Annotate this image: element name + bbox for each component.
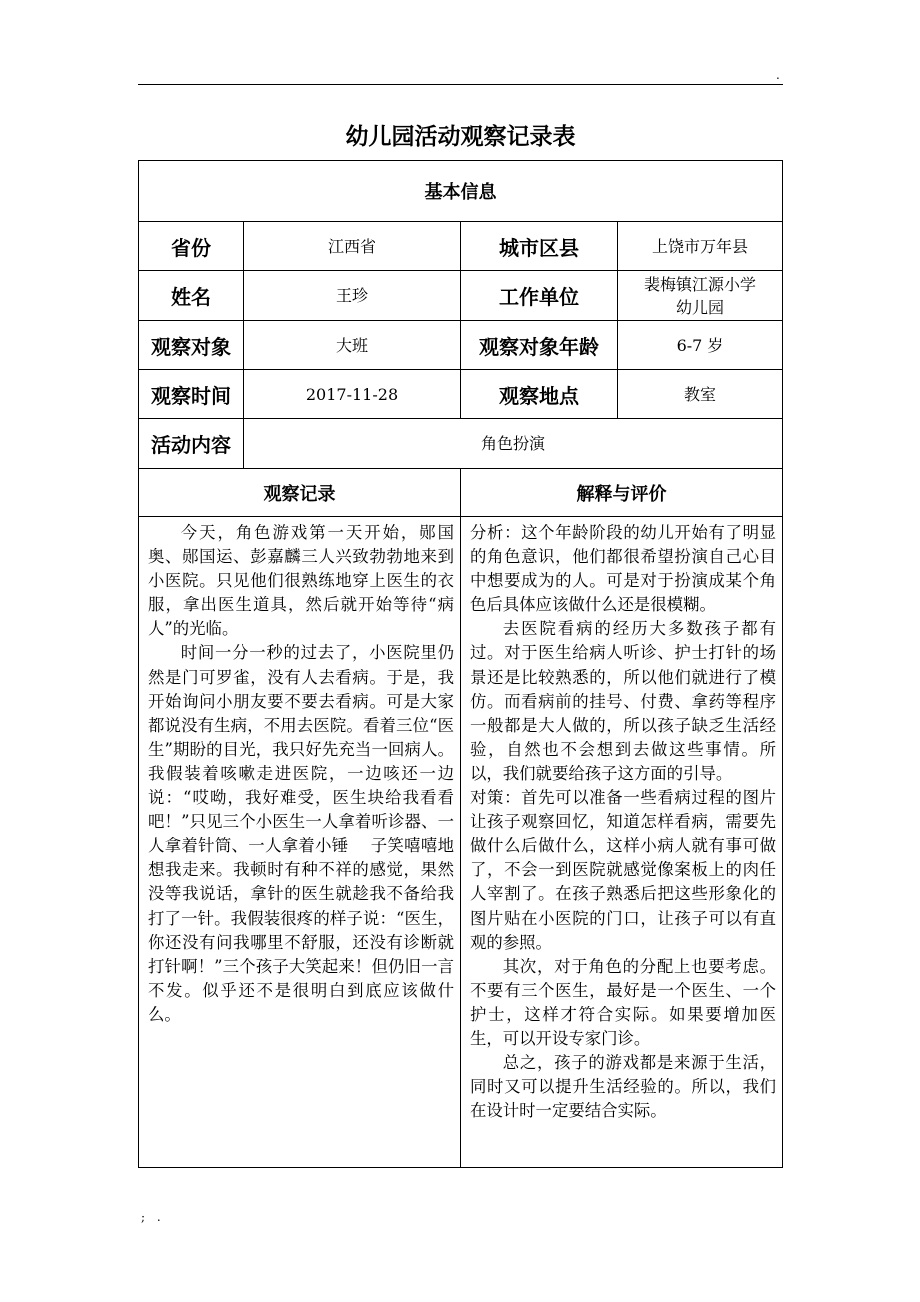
content-label: 活动内容 bbox=[139, 419, 244, 469]
evaluation-header: 解释与评价 bbox=[461, 469, 783, 517]
record-cell bbox=[139, 517, 461, 1168]
record-body-row bbox=[139, 517, 783, 1168]
age-label: 观察对象年龄 bbox=[461, 321, 618, 370]
record-header: 观察记录 bbox=[139, 469, 461, 517]
content-value: 角色扮演 bbox=[244, 419, 783, 469]
work-value-line1: 裴梅镇江源小学 bbox=[643, 274, 756, 294]
place-value: 教室 bbox=[618, 370, 783, 419]
footer-mark: ; . bbox=[141, 1210, 165, 1224]
age-value: 6-7 岁 bbox=[618, 321, 783, 370]
work-value-line2: 幼儿园 bbox=[675, 297, 724, 317]
name-row bbox=[139, 271, 783, 321]
province-label: 省份 bbox=[139, 222, 244, 271]
place-label: 观察地点 bbox=[461, 370, 618, 419]
header-rule bbox=[138, 84, 783, 85]
evaluation-paragraph: 其次，对于角色的分配上也要考虑。不要有三个医生，最好是一个医生、一个护士，这样才符合实际。如果要增加医生，可以开设专家门诊。 bbox=[470, 956, 776, 1048]
record-paragraph: 今天，角色游戏第一天开始，郧国奥、郧国运、彭嘉麟三人兴致勃勃地来到小医院。只见他们很熟练地穿上医生的衣服，拿出医生道具，然后就开始等待“病人”的光临。 bbox=[148, 523, 454, 639]
subject-label: 观察对象 bbox=[139, 321, 244, 370]
time-label: 观察时间 bbox=[139, 370, 244, 419]
record-header-row bbox=[139, 469, 783, 517]
record-paragraph: 时间一分一秒的过去了，小医院里仍然是门可罗雀，没有人去看病。于是，我开始询问小朋友要不要去看病。可是大家都说没有生病，不用去医院。看着三位“医生”期盼的目光，我只好先充当一回病人。我假装着咳嗽走进医院，一边咳还一边说：“哎呦，我好难受，医生块给我看看吧！”只见三个小医生一人拿着听诊器、一人拿着针筒、一人拿着小锤 子笑嘻嘻地想我走来。我顿时有种不祥的感觉，果然没等我说话，拿针的医生就趁我不备给我打了一针。我假装很疼的样子说：“医生，你还没有问我哪里不舒服，还没有诊断就打针啊！”三个孩子大笑起来！但仍旧一言不发。似乎还不是很明白到底应该做什么。 bbox=[148, 643, 454, 1024]
basic-info-title: 基本信息 bbox=[139, 161, 783, 222]
evaluation-text bbox=[461, 517, 782, 1123]
content-row bbox=[139, 419, 783, 469]
city-label: 城市区县 bbox=[461, 222, 618, 271]
city-value: 上饶市万年县 bbox=[618, 222, 783, 271]
header-dot: . bbox=[776, 68, 780, 82]
evaluation-paragraph: 对策：首先可以准备一些看病过程的图片让孩子观察回忆，知道怎样看病，需要先做什么后做什么，这样小病人就有事可做了，不会一到医院就感觉像案板上的肉任人宰割了。在孩子熟悉后把这些形象化的图片贴在小医院的门口，让孩子可以有直观的参照。 bbox=[470, 788, 776, 952]
page-title: 幼儿园活动观察记录表 bbox=[345, 124, 576, 150]
work-value bbox=[618, 271, 783, 321]
evaluation-paragraph: 分析：这个年龄阶段的幼儿开始有了明显的角色意识，他们都很希望扮演自己心目中想要成为的人。可是对于扮演成某个角色后具体应该做什么还是很模糊。 bbox=[470, 523, 776, 615]
time-row bbox=[139, 370, 783, 419]
basic-info-row bbox=[139, 161, 783, 222]
province-value: 江西省 bbox=[244, 222, 461, 271]
evaluation-paragraph: 总之，孩子的游戏都是来源于生活，同时又可以提升生活经验的。所以，我们在设计时一定要结合实际。 bbox=[470, 1053, 776, 1121]
record-text bbox=[139, 517, 460, 1027]
evaluation-cell bbox=[461, 517, 783, 1168]
name-value: 王珍 bbox=[244, 271, 461, 321]
time-value: 2017-11-28 bbox=[244, 370, 461, 419]
subject-value: 大班 bbox=[244, 321, 461, 370]
name-label: 姓名 bbox=[139, 271, 244, 321]
work-label: 工作单位 bbox=[461, 271, 618, 321]
subject-row bbox=[139, 321, 783, 370]
observation-table bbox=[138, 160, 783, 1168]
evaluation-paragraph: 去医院看病的经历大多数孩子都有过。对于医生给病人听诊、护士打针的场景还是比较熟悉的，所以他们就进行了模仿。而看病前的挂号、付费、拿药等程序一般都是大人做的，所以孩子缺乏生活经验，自然也不会想到去做这些事情。所以，我们就要给孩子这方面的引导。 bbox=[470, 619, 776, 783]
province-row bbox=[139, 222, 783, 271]
